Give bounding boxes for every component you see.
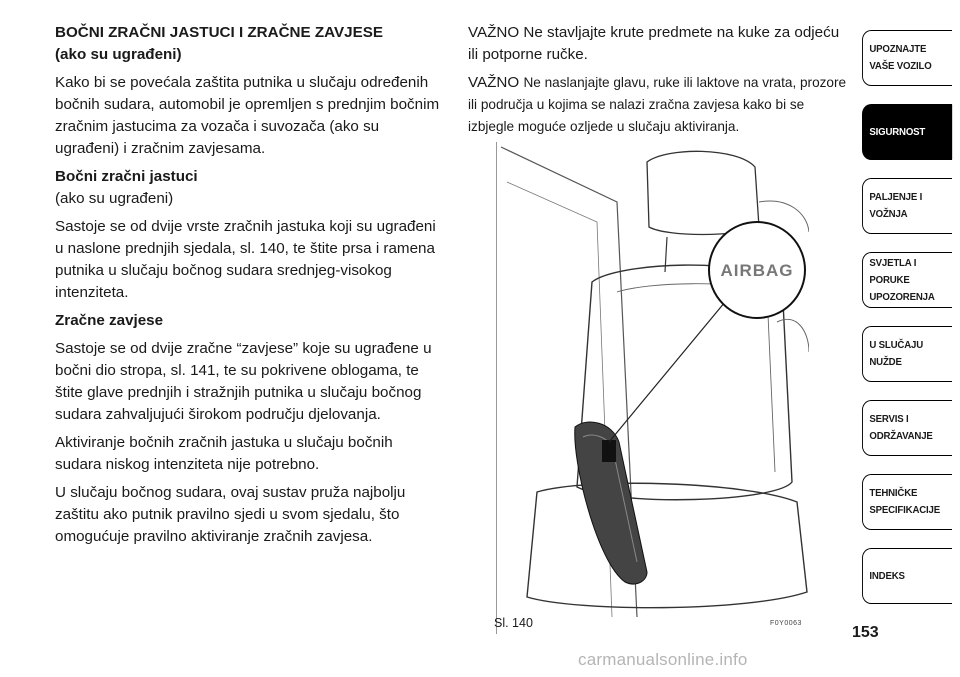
tab-paljenje[interactable] [862, 178, 952, 234]
seat-airbag-illustration [496, 142, 809, 634]
section-heading: BOČNI ZRAČNI JASTUCI I ZRAČNE ZAVJESE [55, 24, 383, 41]
warning-label: VAŽNO [468, 74, 520, 91]
tab-label: INDEKS [869, 569, 905, 582]
tab-servis[interactable] [862, 400, 952, 456]
tab-label: PALJENJE I VOŽNJA [869, 191, 923, 220]
page-number: 153 [852, 624, 879, 641]
tab-label: U SLUČAJU NUŽDE [869, 339, 923, 368]
tab-upoznajte[interactable] [862, 30, 952, 86]
warning-leaning [468, 72, 848, 138]
tab-nuzde[interactable] [862, 326, 952, 382]
tab-label: UPOZNAJTE VAŠE VOZILO [869, 43, 932, 72]
figure-code: F0Y0063 [770, 620, 802, 627]
chapter-tabs [862, 30, 960, 622]
tab-label: SIGURNOST [869, 125, 926, 138]
curtains-paragraph: Sastoje se od dvije zračne “zavjese” koje su ugrađene u bočni dio stropa, sl. 141, te su pokrivene oblogama, te štite glave prednjih i stražnjih putnika u slučaju bočnog sudara zahvaljujući širokom području djelovanja. [55, 340, 432, 423]
airbag-label: AIRBAG [720, 261, 794, 280]
figure-caption: Sl. 140 [494, 616, 533, 630]
intro-paragraph: Kako bi se povećala zaštita putnika u slučaju određenih bočnih sudara, automobil je opremljen s prednjim bočnim zračnim jastucima za vozača i suvozača (ako su ugrađeni) i zračnim zavjesama. [55, 74, 440, 157]
tab-sigurnost[interactable] [862, 104, 952, 160]
best-protection-paragraph: U slučaju bočnog sudara, ovaj sustav pruža najbolju zaštitu ako putnik pravilno sjedi u svom sjedalu, što omogućuje pravilno aktiviranje zračnih zavjesa. [55, 484, 406, 545]
side-airbags-paragraph: Sastoje se od dvije vrste zračnih jastuka koji su ugrađeni u naslone prednjih sjedala, sl. 140, te štite prsa i ramena putnika u slučaju bočnog sudara srednjeg-visokog intenziteta. [55, 218, 436, 301]
curtains-heading: Zračne zavjese [55, 312, 164, 329]
tab-tehnicke[interactable] [862, 474, 952, 530]
seat-drawing [497, 142, 809, 617]
tab-label: TEHNIČKE SPECIFIKACIJE [869, 487, 940, 516]
tab-label: SERVIS I ODRŽAVANJE [869, 413, 933, 442]
low-intensity-paragraph: Aktiviranje bočnih zračnih jastuka u slučaju bočnih sudara niskog intenziteta nije potrebno. [55, 434, 393, 473]
tab-svjetla[interactable] [862, 252, 952, 308]
section-heading-sub: (ako su ugrađeni) [55, 46, 182, 63]
right-column [468, 22, 848, 144]
tab-indeks[interactable] [862, 548, 952, 604]
left-column [55, 22, 440, 554]
watermark: carmanualsonline.info [578, 650, 748, 669]
side-airbags-subheading: (ako su ugrađeni) [55, 190, 174, 207]
warning-hooks: VAŽNO Ne stavljajte krute predmete na kuke za odjeću ili potporne ručke. [468, 24, 840, 63]
side-airbags-heading: Bočni zračni jastuci [55, 168, 198, 185]
tab-label: SVJETLA I PORUKE UPOZORENJA [869, 256, 935, 303]
warning-leaning-text: Ne naslanjajte glavu, ruke ili laktove na vrata, prozore ili područja u kojima se nalazi zračna zavjesa kako bi se izbjegle moguće ozljede u slučaju aktiviranja. [468, 75, 847, 134]
